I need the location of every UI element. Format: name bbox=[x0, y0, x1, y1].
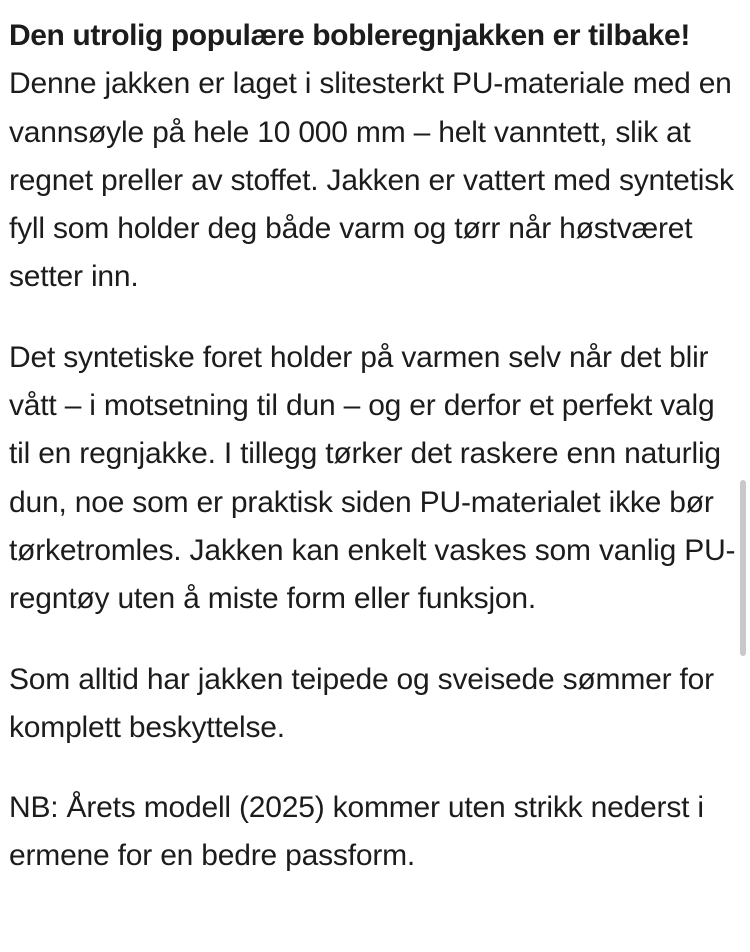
intro-paragraph bbox=[9, 12, 737, 302]
headline: Den utrolig populære bobleregnjakken er tilbake! bbox=[9, 19, 690, 52]
paragraph-seams: Som alltid har jakken teipede og sveisede sømmer for komplett beskyttelse. bbox=[9, 662, 714, 744]
product-description bbox=[9, 12, 737, 881]
intro-text: Denne jakken er laget i slitesterkt PU-materiale med en vannsøyle på hele 10 000 mm – helt vanntett, slik at regnet preller av stoffet. Jakken er vattert med syntetisk fyll som holder deg både varm og tørr når høstværet setter inn. bbox=[9, 67, 734, 294]
paragraph-note: NB: Årets modell (2025) kommer uten strikk nederst i ermene for en bedre passform. bbox=[9, 791, 704, 873]
scrollbar-thumb[interactable] bbox=[740, 480, 746, 656]
paragraph-lining: Det syntetiske foret holder på varmen selv når det blir vått – i motsetning til dun – og er derfor et perfekt valg til en regnjakke. I tillegg tørker det raskere enn naturlig dun, noe som er praktisk siden PU-materialet ikke bør tørketromles. Jakken kan enkelt vaskes som vanlig PU-regntøy uten å miste form eller funksjon. bbox=[9, 340, 736, 616]
